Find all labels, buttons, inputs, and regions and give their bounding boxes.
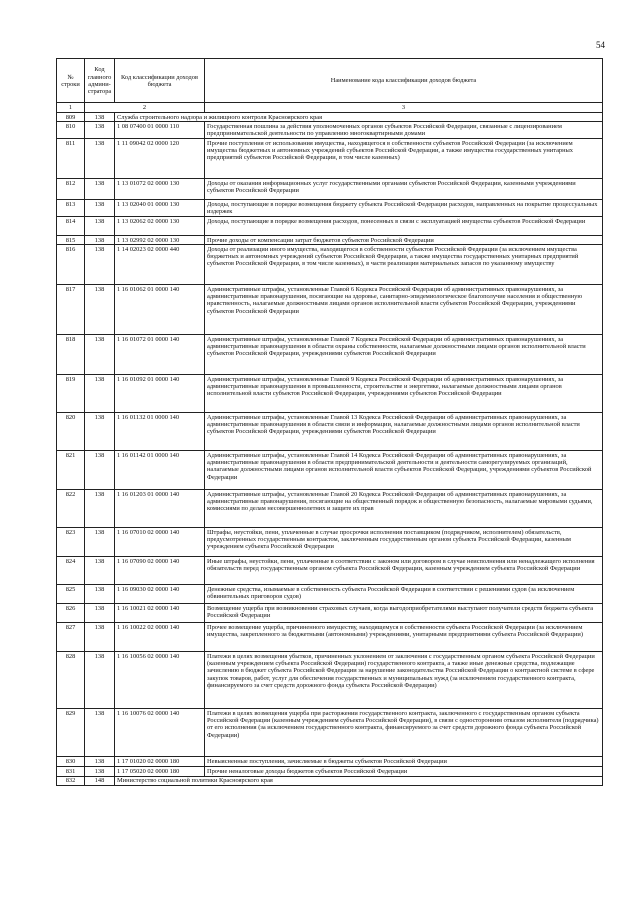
classification-code-cell: 1 11 09042 02 0000 120: [115, 139, 205, 179]
admin-code-cell: 138: [85, 112, 115, 122]
classification-name-cell: Невыясненные поступления, зачисляемые в бюджеты субъектов Российской Федерации: [205, 757, 603, 767]
budget-classification-table: [56, 58, 603, 786]
classification-code-cell: 1 13 01072 02 0000 130: [115, 179, 205, 200]
table-row: [57, 235, 603, 245]
classification-name-cell: Прочие неналоговые доходы бюджетов субъектов Российской Федерации: [205, 767, 603, 777]
classification-name-cell: Прочие поступления от использования имущества, находящегося в собственности субъектов Российской Федерации (за исключением имущества бюджетных и автономных учреждений субъектов Российской Федерации, а также имущества государственных унитарных предприятий субъектов Российской Федерации, в том числе казенных): [205, 139, 603, 179]
table-row: [57, 139, 603, 179]
table-row: [57, 179, 603, 200]
row-number-cell: 831: [57, 767, 85, 777]
classification-name-cell: Административные штрафы, установленные Главой 14 Кодекса Российской Федерации об административных правонарушениях, за административные правонарушения в области предпринимательской деятельности и деятельности саморегулируемых организаций, налагаемые должностными лицами органов исполнительной власти субъектов Российской Федерации, учреждениями субъектов Российской Федерации: [205, 451, 603, 490]
table-row: [57, 528, 603, 557]
admin-code-cell: 138: [85, 179, 115, 200]
admin-code-cell: 138: [85, 375, 115, 413]
admin-code-cell: 138: [85, 767, 115, 777]
classification-name-cell: Платежи в целях возмещения убытков, причиненных уклонением от заключения с государственным органом субъекта Российской Федерации (казенным учреждением субъекта Российской Федерации) государственного контракта, а также иные денежные средства, подлежащие зачислению в бюджет субъекта Российской Федерации за нарушение законодательства Российской Федерации о контрактной системе в сфере закупок товаров, работ, услуг для обеспечения государственных и муниципальных нужд (за исключением государственного контракта, финансируемого за счет средств дорожного фонда субъекта Российской Федерации): [205, 652, 603, 709]
row-number-cell: 810: [57, 122, 85, 139]
classification-name-cell: Административные штрафы, установленные Главой 7 Кодекса Российской Федерации об административных правонарушениях, за административные правонарушения в области охраны собственности, налагаемые должностными лицами органов исполнительной власти субъектов Российской Федерации, учреждениями субъектов Российской Федерации: [205, 335, 603, 375]
classification-code-cell: 1 14 02023 02 0000 440: [115, 245, 205, 285]
admin-code-cell: 138: [85, 235, 115, 245]
admin-code-cell: 138: [85, 709, 115, 757]
classification-code-cell: 1 16 09030 02 0000 140: [115, 585, 205, 604]
row-number-cell: 829: [57, 709, 85, 757]
classification-code-cell: 1 16 01062 01 0000 140: [115, 285, 205, 335]
row-number-cell: 824: [57, 557, 85, 585]
row-number-cell: 816: [57, 245, 85, 285]
row-number-cell: 830: [57, 757, 85, 767]
classification-code-cell: 1 16 01132 01 0000 140: [115, 413, 205, 451]
classification-name-cell: Административные штрафы, установленные Главой 6 Кодекса Российской Федерации об административных правонарушениях, за административные правонарушения, посягающие на здоровье, санитарно-эпидемиологическое благополучие населения и общественную нравственность, налагаемые должностными лицами органов исполнительной власти субъектов Российской Федерации, учреждениями субъектов Российской Федерации: [205, 285, 603, 335]
admin-code-cell: 138: [85, 490, 115, 528]
row-number-cell: 832: [57, 776, 85, 786]
admin-code-cell: 138: [85, 413, 115, 451]
row-number-cell: 821: [57, 451, 85, 490]
row-number-cell: 822: [57, 490, 85, 528]
table-row: [57, 413, 603, 451]
classification-name-cell: Доходы от реализации иного имущества, находящегося в собственности субъектов Российской Федерации (за исключением имущества бюджетных и автономных учреждений субъектов Российской Федерации, а также имущества государственных унитарных предприятий субъектов Российской Федерации, в том числе казенных), в части реализации материальных запасов по указанному имуществу: [205, 245, 603, 285]
section-name-cell: Служба строительного надзора и жилищного контроля Красноярского края: [115, 112, 603, 122]
admin-code-cell: 138: [85, 557, 115, 585]
classification-name-cell: Возмещение ущерба при возникновении страховых случаев, когда выгодоприобретателями выступают получатели средств бюджета субъекта Российской Федерации: [205, 604, 603, 623]
table-row: [57, 245, 603, 285]
page-number: 54: [596, 40, 605, 50]
row-number-cell: 809: [57, 112, 85, 122]
classification-code-cell: 1 16 07010 02 0000 140: [115, 528, 205, 557]
admin-code-cell: 138: [85, 451, 115, 490]
table-row: [57, 604, 603, 623]
classification-code-cell: 1 13 02062 02 0000 130: [115, 216, 205, 235]
table-row: [57, 451, 603, 490]
admin-code-cell: 138: [85, 335, 115, 375]
classification-name-cell: Денежные средства, изымаемые в собственность субъекта Российской Федерации в соответствии с решениями судов (за исключением обвинительных приговоров судов): [205, 585, 603, 604]
classification-code-cell: 1 16 01072 01 0000 140: [115, 335, 205, 375]
admin-code-cell: 138: [85, 200, 115, 217]
header-row-number: № строки: [57, 59, 85, 103]
classification-name-cell: Прочее возмещение ущерба, причиненного имуществу, находящемуся в собственности субъекта Российской Федерации (за исключением имущества, закрепленного за бюджетными (автономными) учреждениями, унитарными предприятиями субъекта Российской Федерации): [205, 623, 603, 652]
classification-code-cell: 1 13 02992 02 0000 130: [115, 235, 205, 245]
classification-code-cell: 1 16 01203 01 0000 140: [115, 490, 205, 528]
row-number-cell: 817: [57, 285, 85, 335]
classification-code-cell: 1 16 10076 02 0000 140: [115, 709, 205, 757]
column-number-2: 2: [85, 103, 205, 113]
classification-code-cell: 1 17 05020 02 0000 180: [115, 767, 205, 777]
admin-code-cell: 138: [85, 585, 115, 604]
table-body: [57, 112, 603, 785]
table-row: [57, 623, 603, 652]
column-number-3: 3: [205, 103, 603, 113]
admin-code-cell: 138: [85, 623, 115, 652]
column-number-1: 1: [57, 103, 85, 113]
table-header-row: [57, 59, 603, 103]
row-number-cell: 828: [57, 652, 85, 709]
row-number-cell: 825: [57, 585, 85, 604]
header-classification-name: Наименование кода классификации доходов бюджета: [205, 59, 603, 103]
classification-code-cell: 1 16 10021 02 0000 140: [115, 604, 205, 623]
section-name-cell: Министерство социальной политики Красноярского края: [115, 776, 603, 786]
classification-name-cell: Доходы, поступающие в порядке возмещения бюджету субъекта Российской Федерации расходов, направленных на покрытие процессуальных издержек: [205, 200, 603, 217]
classification-name-cell: Доходы, поступающие в порядке возмещения расходов, понесенных в связи с эксплуатацией имущества субъектов Российской Федерации: [205, 216, 603, 235]
classification-code-cell: 1 16 01092 01 0000 140: [115, 375, 205, 413]
classification-name-cell: Государственная пошлина за действия уполномоченных органов субъектов Российской Федерации, связанные с лицензированием предпринимательской деятельности по управлению многоквартирными домами: [205, 122, 603, 139]
table-section-row: [57, 112, 603, 122]
admin-code-cell: 138: [85, 285, 115, 335]
table-row: [57, 767, 603, 777]
table-row: [57, 490, 603, 528]
classification-name-cell: Штрафы, неустойки, пени, уплаченные в случае просрочки исполнения поставщиком (подрядчиком, исполнителем) обязательств, предусмотренных государственным контрактом, заключенным государственным органом субъекта Российской Федерации, казенным учреждением субъекта Российской Федерации: [205, 528, 603, 557]
classification-code-cell: 1 08 07400 01 0000 110: [115, 122, 205, 139]
admin-code-cell: 138: [85, 245, 115, 285]
row-number-cell: 811: [57, 139, 85, 179]
classification-code-cell: 1 16 01142 01 0000 140: [115, 451, 205, 490]
table-row: [57, 216, 603, 235]
admin-code-cell: 138: [85, 139, 115, 179]
admin-code-cell: 138: [85, 528, 115, 557]
table-row: [57, 285, 603, 335]
classification-name-cell: Административные штрафы, установленные Главой 13 Кодекса Российской Федерации об административных правонарушениях, за административные правонарушения в области связи и информации, налагаемые должностными лицами органов исполнительной власти субъектов Российской Федерации, учреждениями субъектов Российской Федерации: [205, 413, 603, 451]
header-classification-code: Код классификации доходов бюджета: [115, 59, 205, 103]
table-row: [57, 709, 603, 757]
table-row: [57, 652, 603, 709]
header-admin-code: Код главного админи-стратора: [85, 59, 115, 103]
row-number-cell: 818: [57, 335, 85, 375]
classification-name-cell: Административные штрафы, установленные Главой 9 Кодекса Российской Федерации об административных правонарушениях, за административные правонарушения в промышленности, строительстве и энергетике, налагаемые должностными лицами органов исполнительной власти субъектов Российской Федерации, учреждениями субъектов Российской Федерации: [205, 375, 603, 413]
admin-code-cell: 138: [85, 652, 115, 709]
table-row: [57, 757, 603, 767]
table-row: [57, 200, 603, 217]
table-row: [57, 122, 603, 139]
classification-name-cell: Административные штрафы, установленные Главой 20 Кодекса Российской Федерации об административных правонарушениях, за административные правонарушения, посягающие на общественный порядок и общественную безопасность, налагаемые мировыми судьями, комиссиями по делам несовершеннолетних и защите их прав: [205, 490, 603, 528]
classification-code-cell: 1 17 01020 02 0000 180: [115, 757, 205, 767]
admin-code-cell: 138: [85, 604, 115, 623]
row-number-cell: 813: [57, 200, 85, 217]
classification-name-cell: Прочие доходы от компенсации затрат бюджетов субъектов Российской Федерации: [205, 235, 603, 245]
row-number-cell: 826: [57, 604, 85, 623]
table-row: [57, 375, 603, 413]
row-number-cell: 815: [57, 235, 85, 245]
admin-code-cell: 138: [85, 122, 115, 139]
classification-code-cell: 1 13 02040 01 0000 130: [115, 200, 205, 217]
classification-name-cell: Доходы от оказания информационных услуг государственными органами субъектов Российской Федерации, казенными учреждениями субъектов Российской Федерации: [205, 179, 603, 200]
admin-code-cell: 148: [85, 776, 115, 786]
table-section-row: [57, 776, 603, 786]
table-row: [57, 557, 603, 585]
table-row: [57, 335, 603, 375]
classification-code-cell: 1 16 07090 02 0000 140: [115, 557, 205, 585]
row-number-cell: 814: [57, 216, 85, 235]
admin-code-cell: 138: [85, 216, 115, 235]
table-row: [57, 585, 603, 604]
row-number-cell: 819: [57, 375, 85, 413]
classification-name-cell: Платежи в целях возмещения ущерба при расторжении государственного контракта, заключенного с государственным органом субъекта Российской Федерации (казенным учреждением субъекта Российской Федерации), в связи с односторонним отказом исполнителя (подрядчика) от его исполнения (за исключением государственного контракта, финансируемого за счет средств дорожного фонда субъекта Российской Федерации): [205, 709, 603, 757]
row-number-cell: 823: [57, 528, 85, 557]
row-number-cell: 827: [57, 623, 85, 652]
row-number-cell: 812: [57, 179, 85, 200]
row-number-cell: 820: [57, 413, 85, 451]
classification-name-cell: Иные штрафы, неустойки, пени, уплаченные в соответствии с законом или договором в случае неисполнения или ненадлежащего исполнения обязательств перед государственным органом субъекта Российской Федерации, казенным учреждением субъекта Российской Федерации: [205, 557, 603, 585]
classification-code-cell: 1 16 10056 02 0000 140: [115, 652, 205, 709]
classification-code-cell: 1 16 10022 02 0000 140: [115, 623, 205, 652]
column-numbers-row: [57, 103, 603, 113]
admin-code-cell: 138: [85, 757, 115, 767]
